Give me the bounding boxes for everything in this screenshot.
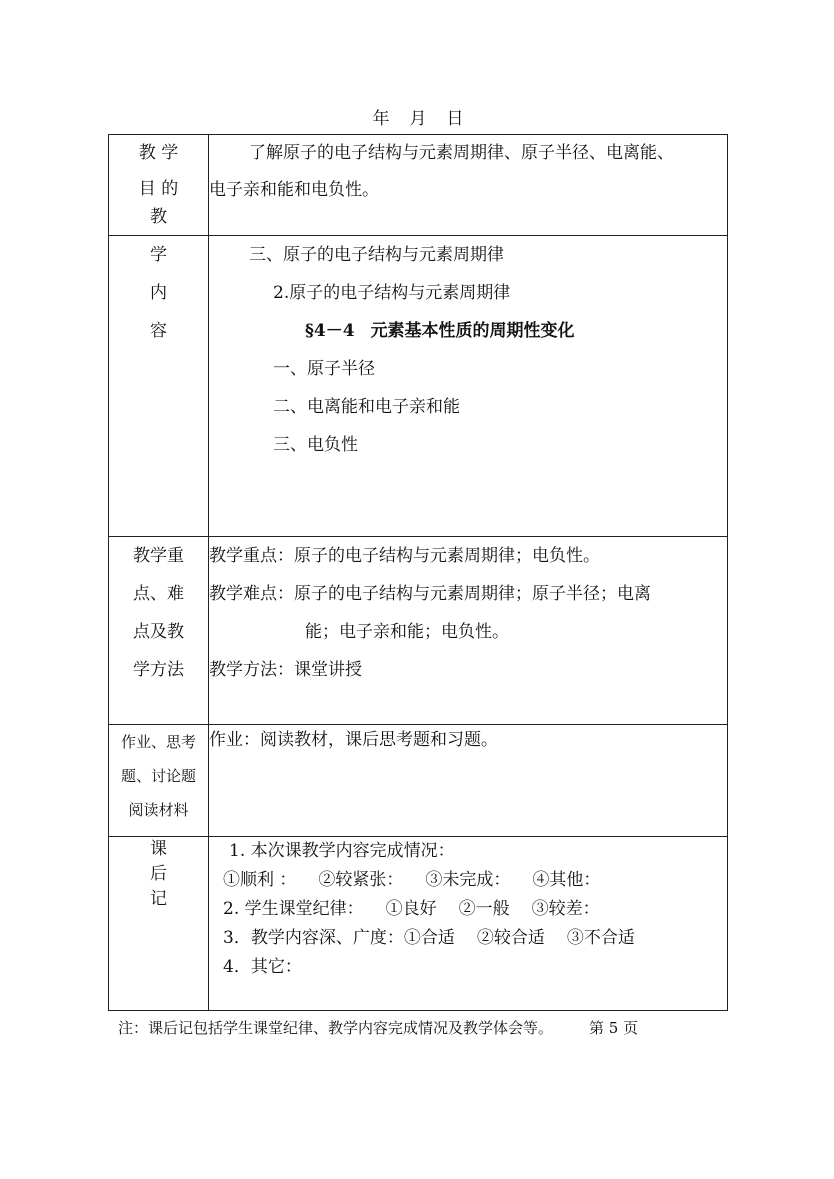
objectives-line: 了解原子的电子结构与元素周期律、原子半径、电离能、 [249,143,674,163]
teaching-method: 教学方法：课堂讲授 [209,660,362,680]
after-class-label-char: 记 [150,889,167,909]
content-label-char: 学 [150,245,167,265]
objectives-text [209,135,728,236]
homework-label-line: 作业、思考 [120,733,196,751]
key-points-label-line: 教学重 [133,546,184,566]
content-label [109,207,209,537]
completion-options [209,866,727,895]
content-item: 2.原子的电子结构与元素周期律 [273,283,511,303]
option: ➀合适 [403,928,455,948]
homework-label-line: 阅读材料 [128,801,189,819]
year-label: 年 [372,109,390,129]
objectives-row [109,135,728,236]
teaching-focus: 教学重点：原子的电子结构与元素周期律；电负性。 [209,546,600,566]
page-number: 第 5 页 [589,1019,639,1037]
option: ②较紧张： [318,870,404,890]
homework-text: 作业：阅读教材，课后思考题和习题。 [209,725,728,837]
content-label-char: 教 [150,207,167,227]
homework-label [109,725,209,837]
option: ②一般 [458,899,510,919]
content-text [209,236,728,537]
after-class-label [109,837,209,1011]
content-item: 三、电负性 [273,435,358,455]
after-class-label-char: 后 [150,864,167,884]
footer-note-text: 注：课后记包括学生课堂纪律、教学内容完成情况及教学体会等。 [118,1019,554,1037]
after-class-text [209,837,728,1011]
discipline-question: 2. 学生课堂纪律： ①良好 ②一般 ③较差： [223,899,600,919]
after-class-row [109,837,728,1011]
section-number: §4－4 [305,321,355,341]
other-question: 4．其它： [223,957,302,977]
content-label-char: 容 [150,321,167,341]
homework-row [109,725,728,837]
content-item: 二、电离能和电子亲和能 [273,397,460,417]
key-points-row [109,537,728,725]
option: ③较差： [531,899,600,919]
after-class-label-char: 课 [150,839,167,859]
teaching-difficulty-cont: 能；电子亲和能；电负性。 [305,622,509,642]
lesson-plan-table [108,134,728,1011]
completion-question: 1. 本次课教学内容完成情况： [229,841,455,861]
option: ①顺利 ： [223,870,297,890]
objectives-label-line: 目 的 [138,179,179,199]
option: ④其他： [532,870,601,890]
objectives-label-line: 教 学 [138,143,179,163]
depth-question: 3．教学内容深、广度：➀合适 ➁较合适 ➂不合适 [223,928,635,948]
option: ①良好 [385,899,437,919]
option: ③未完成： [425,870,511,890]
homework-label-line: 题、讨论题 [120,767,196,785]
content-label-char: 内 [150,283,167,303]
key-points-label-line: 点及教 [133,622,184,642]
date-line [108,104,728,129]
teaching-difficulty: 教学难点：原子的电子结构与元素周期律；原子半径；电离 [209,584,651,604]
content-item: 一、原子半径 [273,359,375,379]
option: ➂不合适 [566,928,635,948]
section-heading [209,312,727,350]
key-points-text [209,537,728,725]
section-title: 元素基本性质的周期性变化 [370,321,575,341]
key-points-label-line: 点、难 [133,584,184,604]
month-label: 月 [409,109,427,129]
objectives-line: 电子亲和能和电负性。 [209,180,379,200]
option: ➁较合适 [476,928,545,948]
day-label: 日 [446,109,464,129]
content-item: 三、原子的电子结构与元素周期律 [249,245,504,265]
content-row [109,236,728,537]
key-points-label-line: 学方法 [133,660,184,680]
footer-note [118,1017,638,1038]
key-points-label [109,537,209,725]
